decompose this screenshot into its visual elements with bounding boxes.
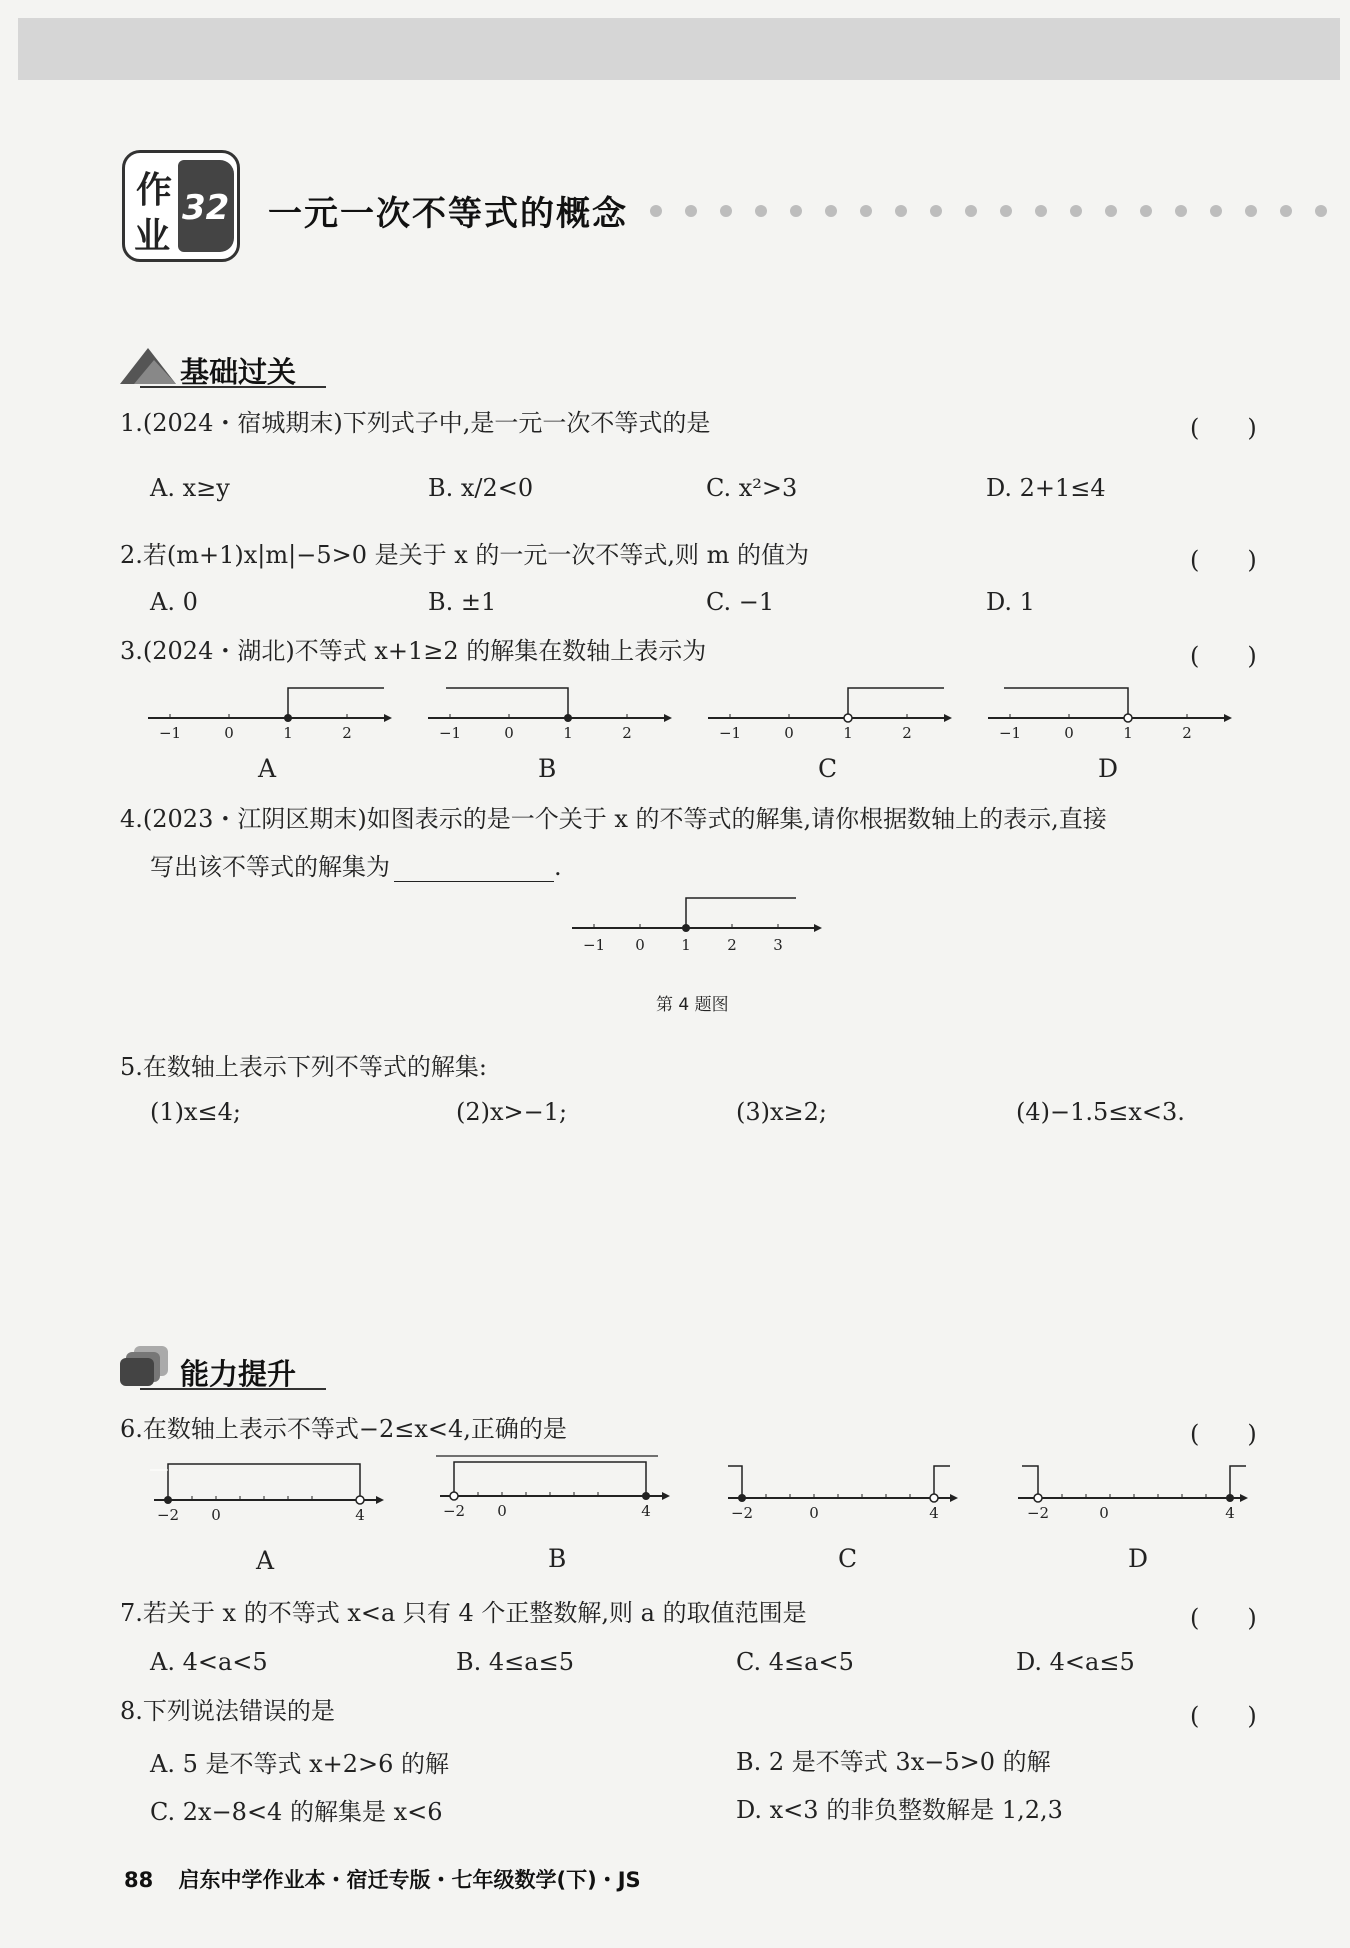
q7-option-b: B. 4≤a≤5 xyxy=(456,1648,574,1676)
tick-label: 2 xyxy=(1182,724,1192,740)
tick-label: 4 xyxy=(355,1506,365,1524)
top-band xyxy=(18,18,1340,80)
q5-item-4: (4)−1.5≤x<3. xyxy=(1016,1098,1185,1126)
section-title-basic: 基础过关 xyxy=(180,355,297,389)
q3-numberline-d xyxy=(980,680,1240,740)
q6-answer-paren: ( ) xyxy=(1190,1420,1257,1448)
tick-label: 1 xyxy=(563,724,573,740)
tick-label: 0 xyxy=(224,724,234,740)
q7-answer-paren: ( ) xyxy=(1190,1604,1257,1632)
q2-text: 2.若(m+1)x|m|−5>0 是关于 x 的一元一次不等式,则 m 的值为 xyxy=(120,541,810,569)
q3-label-b: B xyxy=(538,754,557,783)
q6-text: 6.在数轴上表示不等式−2≤x<4,正确的是 xyxy=(120,1415,567,1443)
tick-label: 0 xyxy=(1064,724,1074,740)
q4-text-line1: 4.(2023・江阴区期末)如图表示的是一个关于 x 的不等式的解集,请你根据数轴上的表示,直接 xyxy=(120,805,1107,833)
q3-label-a: A xyxy=(258,754,277,783)
q8-option-d: D. x<3 的非负整数解是 1,2,3 xyxy=(736,1796,1063,1824)
q5-item-3: (3)x≥2; xyxy=(736,1098,827,1126)
q4-text-line2 xyxy=(150,852,562,882)
tick-label: 1 xyxy=(681,936,691,954)
q6-numberline-d xyxy=(1014,1454,1254,1524)
q1-option-a: A. x≥y xyxy=(150,474,230,502)
section-underline xyxy=(140,386,326,388)
tick-label: −2 xyxy=(730,1504,754,1522)
q6-label-a: A xyxy=(256,1546,275,1575)
homework-number: 32 xyxy=(182,188,230,228)
q2-answer-paren: ( ) xyxy=(1190,546,1257,574)
tick-label: −2 xyxy=(442,1502,466,1520)
q4-period: . xyxy=(554,853,562,881)
q3-label-c: C xyxy=(818,754,838,783)
q3-answer-paren: ( ) xyxy=(1190,642,1257,670)
tick-label: 1 xyxy=(843,724,853,740)
q6-numberline-a xyxy=(150,1456,390,1526)
tick-label: 1 xyxy=(1123,724,1133,740)
q1-option-d: D. 2+1≤4 xyxy=(986,474,1106,502)
book-title: 启东中学作业本・宿迁专版・七年级数学(下)・JS xyxy=(178,1868,641,1892)
tick-label: 0 xyxy=(809,1504,819,1522)
badge-char-ye: 业 xyxy=(134,216,171,257)
tick-label: 4 xyxy=(641,1502,651,1520)
homework-badge xyxy=(122,150,242,266)
page-number: 88 xyxy=(124,1868,154,1892)
section-icon-advanced xyxy=(120,1344,176,1388)
title-dots xyxy=(648,203,1338,219)
tick-label: 2 xyxy=(727,936,737,954)
q3-text: 3.(2024・湖北)不等式 x+1≥2 的解集在数轴上表示为 xyxy=(120,637,707,665)
q6-label-d: D xyxy=(1128,1544,1149,1573)
tick-label: −1 xyxy=(718,724,742,740)
tick-label: 0 xyxy=(211,1506,221,1524)
q5-text: 5.在数轴上表示下列不等式的解集: xyxy=(120,1053,487,1081)
q5-item-1: (1)x≤4; xyxy=(150,1098,241,1126)
q8-answer-paren: ( ) xyxy=(1190,1702,1257,1730)
badge-char-zuo: 作 xyxy=(136,170,173,211)
tick-label: 0 xyxy=(504,724,514,740)
tick-label: −2 xyxy=(156,1506,180,1524)
q4-figure-caption: 第 4 题图 xyxy=(656,995,729,1015)
tick-label: 3 xyxy=(773,936,783,954)
q3-label-d: D xyxy=(1098,754,1119,783)
q1-text: 1.(2024・宿城期末)下列式子中,是一元一次不等式的是 xyxy=(120,409,711,437)
tick-label: 4 xyxy=(929,1504,939,1522)
q2-option-d: D. 1 xyxy=(986,588,1035,616)
q2-option-b: B. ±1 xyxy=(428,588,497,616)
tick-label: −1 xyxy=(582,936,606,954)
tick-label: −2 xyxy=(1026,1504,1050,1522)
tick-label: 4 xyxy=(1225,1504,1235,1522)
q6-numberline-b xyxy=(436,1452,676,1522)
tick-label: 0 xyxy=(784,724,794,740)
q3-numberline-c xyxy=(700,680,960,740)
q8-option-a: A. 5 是不等式 x+2>6 的解 xyxy=(150,1750,450,1778)
tick-label: 2 xyxy=(902,724,912,740)
tick-label: 2 xyxy=(342,724,352,740)
q6-label-c: C xyxy=(838,1544,858,1573)
q8-option-c: C. 2x−8<4 的解集是 x<6 xyxy=(150,1798,443,1826)
tick-label: −1 xyxy=(158,724,182,740)
q4-prompt: 写出该不等式的解集为 xyxy=(150,853,390,881)
q4-answer-blank[interactable] xyxy=(394,859,554,882)
tick-label: 0 xyxy=(1099,1504,1109,1522)
q7-option-c: C. 4≤a<5 xyxy=(736,1648,854,1676)
tick-label: 1 xyxy=(283,724,293,740)
q7-option-d: D. 4<a≤5 xyxy=(1016,1648,1135,1676)
q8-option-b: B. 2 是不等式 3x−5>0 的解 xyxy=(736,1748,1051,1776)
q3-numberline-a xyxy=(140,680,400,740)
q5-item-2: (2)x>−1; xyxy=(456,1098,568,1126)
q6-label-b: B xyxy=(548,1544,567,1573)
section-title-advanced: 能力提升 xyxy=(180,1357,297,1391)
page-footer xyxy=(124,1864,641,1894)
homework-title: 一元一次不等式的概念 xyxy=(268,194,628,234)
tick-label: 2 xyxy=(622,724,632,740)
q1-answer-paren: ( ) xyxy=(1190,414,1257,442)
q3-numberline-b xyxy=(420,680,680,740)
section-icon-basic xyxy=(120,344,180,386)
q2-option-c: C. −1 xyxy=(706,588,775,616)
q7-text: 7.若关于 x 的不等式 x<a 只有 4 个正整数解,则 a 的取值范围是 xyxy=(120,1599,807,1627)
q7-option-a: A. 4<a<5 xyxy=(150,1648,268,1676)
tick-label: 0 xyxy=(635,936,645,954)
q1-option-b: B. x/2<0 xyxy=(428,474,534,502)
q6-numberline-c xyxy=(724,1454,964,1524)
tick-label: −1 xyxy=(998,724,1022,740)
tick-label: 0 xyxy=(497,1502,507,1520)
q4-numberline xyxy=(566,890,832,956)
tick-label: −1 xyxy=(438,724,462,740)
q2-option-a: A. 0 xyxy=(150,588,198,616)
q1-option-c: C. x²>3 xyxy=(706,474,798,502)
q8-text: 8.下列说法错误的是 xyxy=(120,1697,335,1725)
section-underline xyxy=(140,1388,326,1390)
